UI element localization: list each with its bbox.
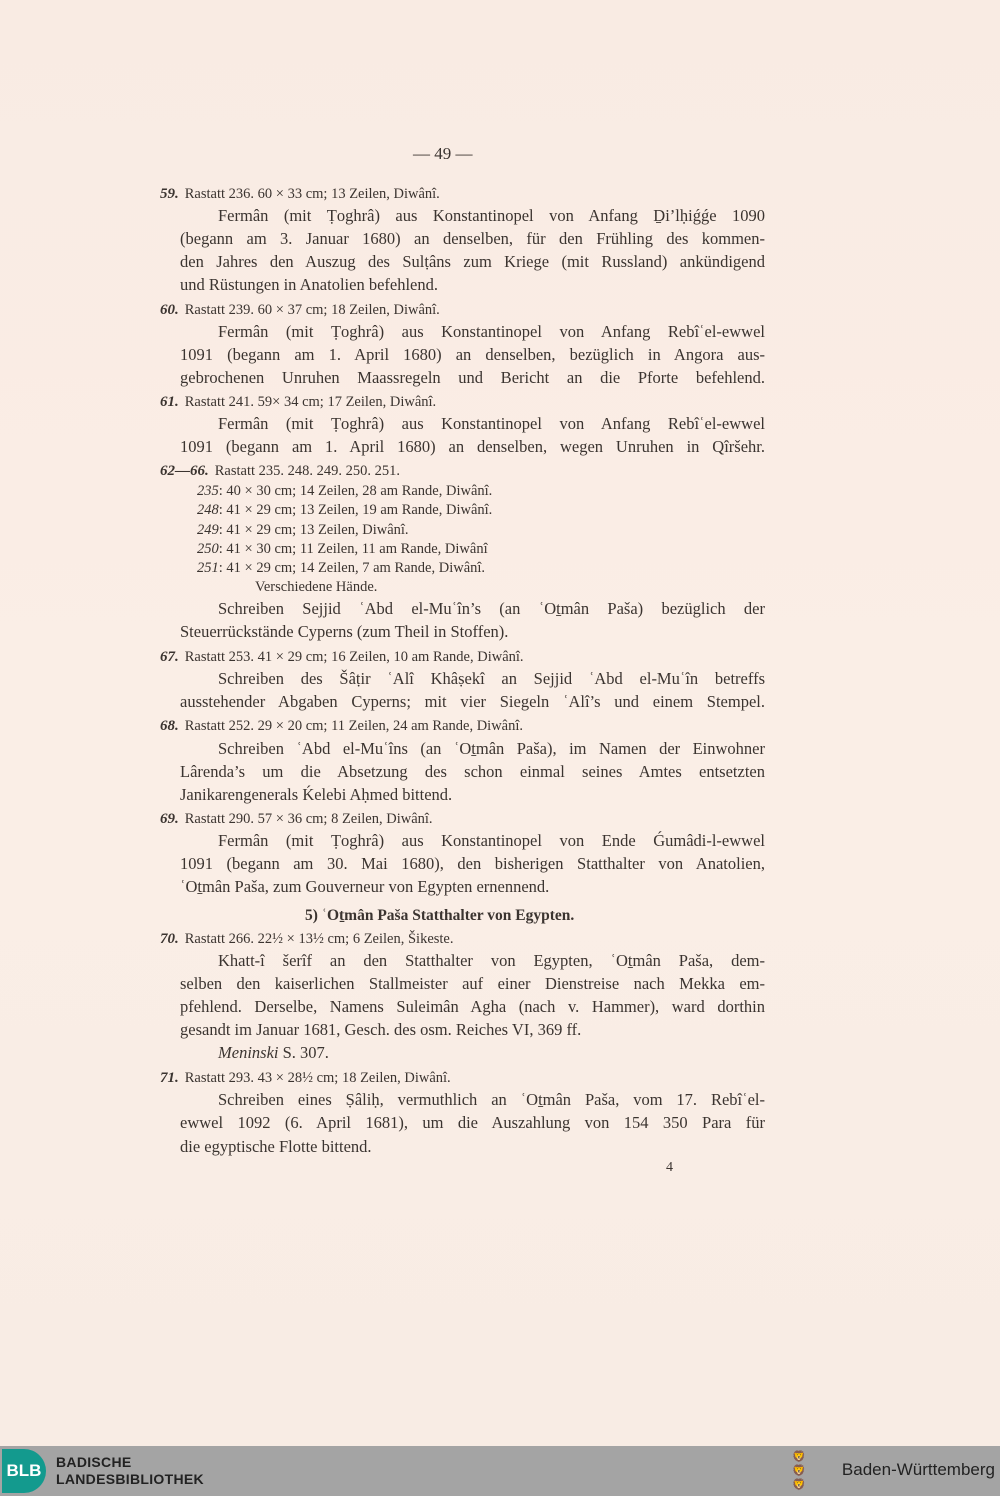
body-line: Fermân (mit Ṭoghrâ) aus Konstantinopel von Ende Ǵumâdi-l-ewwel (218, 831, 765, 850)
sub-entry-text: : 41 × 30 cm; 11 Zeilen, 11 am Rande, Diwânî (218, 541, 488, 557)
entry-header (160, 647, 524, 667)
reference-author: Meninski (218, 1043, 279, 1062)
entry-header (160, 809, 433, 829)
entry-header (160, 1068, 451, 1088)
sub-entry-id: 248 (197, 502, 219, 518)
entry-number: 68. (160, 718, 179, 734)
body-line: gesandt im Januar 1681, Gesch. des osm. Reiches VI, 369 ff. (180, 1020, 582, 1039)
library-name (56, 1454, 204, 1488)
body-line: Fermân (mit Ṭoghrâ) aus Konstantinopel von Anfang Rebîʿel-ewwel (218, 322, 765, 341)
entry-meta: Rastatt 239. 60 × 37 cm; 18 Zeilen, Diwânî. (184, 302, 440, 318)
entry-number: 67. (160, 649, 179, 665)
hands-note: Verschiedene Hände. (255, 579, 378, 595)
body-line: Lârenda’s um die Absetzung des schon einmal seines Amtes entsetzten (180, 762, 765, 781)
entry-header (160, 716, 523, 736)
body-line: Steuerrückstände Cyperns (zum Theil in Stoffen). (180, 622, 509, 641)
entry-meta: Rastatt 253. 41 × 29 cm; 16 Zeilen, 10 am Rande, Diwânî. (184, 649, 524, 665)
reference-page: S. 307. (282, 1043, 329, 1062)
sub-entry-id: 251 (197, 560, 219, 576)
sub-entry-text: : 41 × 29 cm; 14 Zeilen, 7 am Rande, Diwânî. (218, 560, 486, 576)
body-line: Schreiben eines Ṣâliḥ, vermuthlich an ʿOṯmân Paša, vom 17. Rebîʿel- (218, 1090, 765, 1109)
body-line: 1091 (begann am 1. April 1680) an denselben, bezüglich in Angora aus- (180, 345, 765, 364)
body-line: Schreiben des Šâṭir ʿAlî Khâṣekî an Sejjid ʿAbd el-Muʿîn betreffs (218, 669, 765, 688)
blb-logo[interactable]: BLB (2, 1449, 46, 1493)
sub-entry-text: : 41 × 29 cm; 13 Zeilen, Diwânî. (218, 522, 409, 538)
entry-meta: Rastatt 293. 43 × 28½ cm; 18 Zeilen, Diwânî. (184, 1070, 451, 1086)
body-line: Khatt-î šerîf an den Statthalter von Egypten, ʿOṯmân Paša, dem- (218, 951, 765, 970)
entry-number: 59. (160, 186, 179, 202)
body-line: ʿOṯmân Paša, zum Gouverneur von Egypten ernennend. (180, 877, 550, 896)
sub-entry (197, 520, 409, 540)
sub-entry-id: 250 (197, 541, 219, 557)
body-line: 1091 (begann am 1. April 1680) an denselben, wegen Unruhen in Qîršehr. (180, 437, 765, 456)
entry-number: 70. (160, 931, 179, 947)
library-name-line1: BADISCHE (56, 1454, 132, 1470)
body-line: ausstehender Abgaben Cyperns; mit vier Siegeln ʿAlî’s und einem Stempel. (180, 692, 765, 711)
sub-entry (197, 481, 492, 501)
body-line: und Rüstungen in Anatolien befehlend. (180, 275, 438, 294)
state-name[interactable]: Baden-Württemberg (841, 1460, 995, 1479)
entry-number: 69. (160, 811, 179, 827)
body-line: ewwel 1092 (6. April 1681), um die Auszahlung von 154 350 Para für (180, 1113, 765, 1132)
sub-entry-id: 235 (197, 483, 219, 499)
entry-number: 61. (160, 394, 179, 410)
entry-header (160, 392, 436, 412)
entry-meta: Rastatt 236. 60 × 33 cm; 13 Zeilen, Diwânî. (184, 186, 440, 202)
body-line: 1091 (begann am 30. Mai 1680), den bisherigen Statthalter von Anatolien, (180, 854, 765, 873)
body-line: pfehlend. Derselbe, Namens Suleimân Agha (nach v. Hammer), ward dorthin (180, 997, 765, 1016)
entry-meta: Rastatt 290. 57 × 36 cm; 8 Zeilen, Diwânî. (184, 811, 433, 827)
footer-bar (0, 1446, 1000, 1496)
entry-number: 62—66. (160, 463, 209, 479)
body-line: Janikarengenerals Ḱelebi Aḥmed bittend. (180, 785, 453, 804)
body-line: Fermân (mit Ṭoghrâ) aus Konstantinopel von Anfang Rebîʿel-ewwel (218, 414, 765, 433)
reference-line (218, 1043, 329, 1063)
sub-entry (197, 500, 492, 520)
sub-entry-text: : 40 × 30 cm; 14 Zeilen, 28 am Rande, Diwânî. (218, 483, 493, 499)
entry-meta: Rastatt 252. 29 × 20 cm; 11 Zeilen, 24 am Rande, Diwânî. (184, 718, 524, 734)
entry-meta: Rastatt 235. 248. 249. 250. 251. (214, 463, 401, 479)
entry-header (160, 184, 440, 204)
entry-header (160, 461, 400, 481)
section-heading: 5) ʿOṯmân Paša Statthalter von Egypten. (305, 907, 575, 924)
body-line: den Jahres den Auszug des Sulṭâns zum Kriege (mit Russland) ankündigend (180, 252, 765, 271)
sub-entry-id: 249 (197, 522, 219, 538)
body-line: (begann am 3. Januar 1680) an denselben, für den Frühling des kommen- (180, 229, 765, 248)
entry-header (160, 300, 440, 320)
library-name-line2: LANDESBIBLIOTHEK (56, 1471, 204, 1487)
sub-entry (197, 558, 485, 578)
body-line: die egyptische Flotte bittend. (180, 1137, 372, 1156)
entry-number: 60. (160, 302, 179, 318)
sub-entry-text: : 41 × 29 cm; 13 Zeilen, 19 am Rande, Diwânî. (218, 502, 493, 518)
entry-meta: Rastatt 266. 22½ × 13½ cm; 6 Zeilen, Šikeste. (184, 931, 454, 947)
entry-number: 71. (160, 1070, 179, 1086)
signature-mark: 4 (666, 1160, 673, 1175)
coat-of-arms-icon: 🦁 🦁 🦁 (792, 1451, 806, 1491)
sub-entry (197, 539, 488, 559)
body-line: Schreiben ʿAbd el-Muʿîns (an ʿOṯmân Paša), im Namen der Einwohner (218, 739, 765, 758)
body-line: selben den kaiserlichen Stallmeister auf einer Dienstreise nach Mekka em- (180, 974, 765, 993)
body-line: gebrochenen Unruhen Maassregeln und Bericht an die Pforte befehlend. (180, 368, 765, 387)
entry-header (160, 929, 454, 949)
body-line: Schreiben Sejjid ʿAbd el-Muʿîn’s (an ʿOṯmân Paša) bezüglich der (218, 599, 765, 618)
page-number: — 49 — (413, 144, 473, 163)
body-line: Fermân (mit Ṭoghrâ) aus Konstantinopel von Anfang Ḏi’lḥiǵǵe 1090 (218, 206, 765, 225)
entry-meta: Rastatt 241. 59× 34 cm; 17 Zeilen, Diwânî. (184, 394, 437, 410)
